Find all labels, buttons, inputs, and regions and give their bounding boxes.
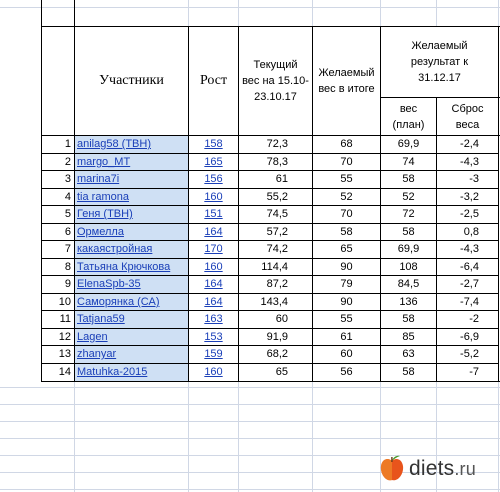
participant-height-link[interactable]: 163 — [204, 313, 223, 325]
participant-height — [189, 226, 238, 239]
participant-height — [189, 208, 238, 221]
participant-height — [189, 138, 238, 151]
participant-name-link[interactable]: tia ramona — [77, 191, 129, 203]
weight-drop: -2 — [469, 313, 479, 325]
row-divider — [41, 275, 499, 276]
row-divider — [41, 170, 499, 171]
plan-weight: 58 — [402, 366, 415, 378]
weight-drop: -3 — [469, 173, 479, 185]
participant-height — [189, 313, 238, 326]
participant-name-link[interactable]: Саморянка (СА) — [77, 296, 160, 308]
row-number: 10 — [58, 296, 71, 308]
participant-height — [189, 173, 238, 186]
participant-height — [189, 366, 238, 379]
participant-height-link[interactable]: 159 — [204, 348, 223, 360]
plan-weight: 63 — [402, 348, 415, 360]
desired-weight: 61 — [340, 331, 353, 343]
current-weight: 72,3 — [266, 138, 288, 150]
participant-height — [189, 278, 238, 291]
desired-weight: 79 — [340, 278, 353, 290]
row-number: 9 — [64, 278, 71, 290]
header-desired-weight: Желаемый вес в итоге — [318, 67, 375, 95]
row-number: 14 — [58, 366, 71, 378]
participant-height-link[interactable]: 151 — [204, 208, 223, 220]
header-weight-drop: Сброс веса — [451, 102, 484, 131]
apple-icon — [378, 454, 406, 484]
weight-drop: 0,8 — [463, 226, 479, 238]
plan-weight: 136 — [399, 296, 418, 308]
current-weight: 61 — [275, 173, 288, 185]
desired-weight: 90 — [340, 261, 353, 273]
weight-drop: -6,9 — [460, 331, 479, 343]
participant-height — [189, 348, 238, 361]
participant-height-link[interactable]: 170 — [204, 243, 223, 255]
participant-name-link[interactable]: Matuhka-2015 — [77, 366, 148, 378]
participant-height-link[interactable]: 165 — [204, 156, 223, 168]
row-divider — [41, 223, 499, 224]
desired-weight: 58 — [340, 226, 353, 238]
plan-weight: 69,9 — [397, 243, 420, 255]
participant-name — [77, 348, 187, 361]
header-participants: Участники — [99, 73, 164, 88]
plan-weight: 52 — [402, 191, 415, 203]
row-number: 3 — [64, 173, 71, 185]
participant-name — [77, 296, 187, 309]
participant-height-link[interactable]: 164 — [204, 226, 223, 238]
row-number: 6 — [64, 226, 71, 238]
plan-weight: 58 — [402, 226, 415, 238]
participant-name — [77, 261, 187, 274]
current-weight: 91,9 — [266, 331, 288, 343]
participant-name — [77, 331, 187, 344]
participant-height — [189, 331, 238, 344]
header-plan-weight: вес (план) — [392, 102, 425, 131]
plan-weight: 58 — [402, 313, 415, 325]
weight-drop: -2,7 — [460, 278, 479, 290]
desired-weight: 52 — [340, 191, 353, 203]
row-number: 12 — [58, 331, 71, 343]
row-divider — [41, 205, 499, 206]
row-divider — [41, 188, 499, 189]
current-weight: 143,4 — [260, 296, 288, 308]
participant-height — [189, 261, 238, 274]
participant-height — [189, 191, 238, 204]
header-current-weight: Текущий вес на 15.10- 23.10.17 — [242, 59, 309, 103]
weight-drop: -7 — [469, 366, 479, 378]
weight-drop: -2,4 — [460, 138, 479, 150]
row-divider — [41, 153, 499, 154]
participant-height — [189, 296, 238, 309]
header-height: Рост — [199, 73, 228, 88]
participant-name-link[interactable]: margo_MT — [77, 156, 131, 168]
header-desired-result: Желаемый результат к 31.12.17 — [410, 40, 469, 84]
plan-weight: 84,5 — [397, 278, 420, 290]
participant-name — [77, 156, 187, 169]
current-weight: 68,2 — [266, 348, 288, 360]
row-number: 13 — [58, 348, 71, 360]
participant-name — [77, 191, 187, 204]
row-number: 8 — [64, 261, 71, 273]
diets-watermark — [378, 453, 498, 485]
current-weight: 74,2 — [266, 243, 288, 255]
desired-weight: 56 — [340, 366, 353, 378]
participant-name-link[interactable]: anilag58 (ТВН) — [77, 138, 151, 150]
participant-height-link[interactable]: 160 — [204, 366, 223, 378]
participant-name — [77, 138, 187, 151]
participant-name-link[interactable]: Татьяна Крючкова — [77, 261, 171, 273]
weight-drop: -2,5 — [460, 208, 479, 220]
row-divider — [41, 363, 499, 364]
row-number: 4 — [64, 191, 71, 203]
watermark-tld: .ru — [454, 459, 476, 479]
plan-weight: 72 — [402, 208, 415, 220]
participant-height — [189, 156, 238, 169]
participant-name-link[interactable]: Ормелла — [77, 226, 124, 238]
participant-name-link[interactable]: marina7i — [77, 173, 120, 185]
participant-height-link[interactable]: 153 — [204, 331, 223, 343]
weight-drop: -3,2 — [460, 191, 479, 203]
desired-weight: 70 — [340, 156, 353, 168]
desired-weight: 90 — [340, 296, 353, 308]
row-divider — [41, 328, 499, 329]
participant-height-link[interactable]: 158 — [204, 138, 223, 150]
row-divider — [41, 310, 499, 311]
row-number: 7 — [64, 243, 71, 255]
participant-name — [77, 173, 187, 186]
row-divider — [41, 293, 499, 294]
plan-weight: 85 — [402, 331, 415, 343]
weight-drop: -7,4 — [460, 296, 479, 308]
row-divider — [41, 345, 499, 346]
participant-height — [189, 243, 238, 256]
participant-height-link[interactable]: 164 — [204, 296, 223, 308]
weight-drop: -5,2 — [460, 348, 479, 360]
current-weight: 74,5 — [266, 208, 288, 220]
current-weight: 65 — [275, 366, 288, 378]
current-weight: 114,4 — [261, 261, 288, 273]
participant-name-link[interactable]: Lagen — [77, 331, 108, 343]
row-divider — [41, 258, 499, 259]
participant-name — [77, 226, 187, 239]
current-weight: 78,3 — [266, 156, 288, 168]
weight-drop: -4,3 — [460, 243, 479, 255]
row-number: 1 — [64, 138, 71, 150]
participant-height-link[interactable]: 160 — [204, 191, 223, 203]
participant-name — [77, 313, 187, 326]
participant-height-link[interactable]: 160 — [204, 261, 223, 273]
participant-name — [77, 366, 187, 379]
participant-name-link[interactable]: ElenaSpb-35 — [77, 278, 141, 290]
plan-weight: 58 — [402, 173, 415, 185]
participant-height-link[interactable]: 156 — [204, 173, 223, 185]
row-divider — [41, 240, 499, 241]
current-weight: 55,2 — [266, 191, 288, 203]
participant-name-link[interactable]: какаястройная — [77, 243, 153, 255]
watermark-brand: diets — [409, 457, 455, 480]
participant-name-link[interactable]: Геня (ТВН) — [77, 208, 133, 220]
row-number: 11 — [59, 313, 71, 325]
row-number: 5 — [64, 208, 71, 220]
participant-name — [77, 243, 187, 256]
plan-weight: 108 — [399, 261, 418, 273]
row-number: 2 — [64, 156, 71, 168]
participant-name — [77, 278, 187, 291]
participant-height-link[interactable]: 164 — [204, 278, 223, 290]
plan-weight: 74 — [402, 156, 415, 168]
desired-weight: 70 — [340, 208, 353, 220]
current-weight: 60 — [275, 313, 288, 325]
current-weight: 57,2 — [266, 226, 288, 238]
desired-weight: 55 — [340, 173, 353, 185]
weight-drop: -6,4 — [460, 261, 479, 273]
current-weight: 87,2 — [266, 278, 288, 290]
weight-drop: -4,3 — [460, 156, 479, 168]
desired-weight: 55 — [340, 313, 353, 325]
desired-weight: 60 — [340, 348, 353, 360]
desired-weight: 68 — [340, 138, 353, 150]
desired-weight: 65 — [340, 243, 353, 255]
participant-name-link[interactable]: Tatjana59 — [77, 313, 125, 325]
participant-name-link[interactable]: zhanyar — [77, 348, 117, 360]
plan-weight: 69,9 — [397, 138, 420, 150]
participant-name — [77, 208, 187, 221]
